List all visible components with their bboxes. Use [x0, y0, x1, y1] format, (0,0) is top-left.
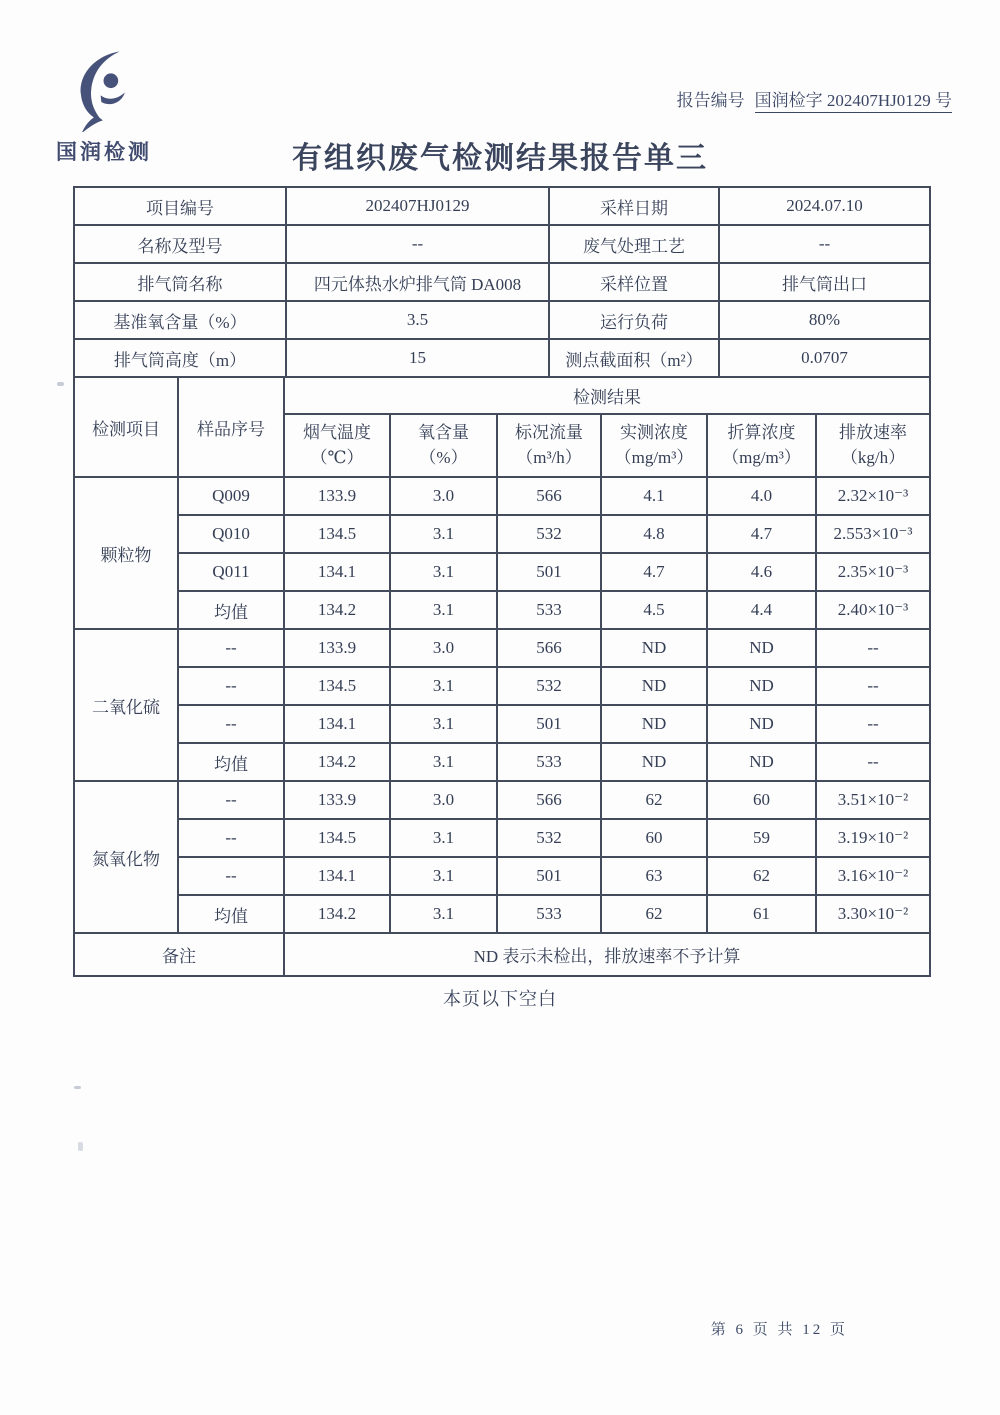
result-value-cell: 3.1: [390, 667, 497, 705]
table-row: [74, 187, 930, 225]
result-value-cell: 60: [707, 781, 816, 819]
result-value-cell: 134.2: [284, 895, 390, 933]
result-value-cell: 3.1: [390, 591, 497, 629]
result-value-cell: 4.8: [601, 515, 707, 553]
result-value-cell: 63: [601, 857, 707, 895]
table-row: [74, 301, 930, 339]
result-value-cell: ND: [601, 667, 707, 705]
info-label: 项目编号: [74, 187, 286, 225]
sample-id-cell: --: [178, 819, 284, 857]
result-value-cell: 134.5: [284, 667, 390, 705]
result-value-cell: 4.4: [707, 591, 816, 629]
info-label: 运行负荷: [549, 301, 719, 339]
info-value: 四元体热水炉排气筒 DA008: [286, 263, 549, 301]
result-value-cell: 3.1: [390, 743, 497, 781]
remark-text: ND 表示未检出，排放速率不予计算: [284, 933, 930, 976]
info-label: 废气处理工艺: [549, 225, 719, 263]
result-value-cell: 4.7: [601, 553, 707, 591]
sample-id-cell: 均值: [178, 743, 284, 781]
result-value-cell: ND: [707, 629, 816, 667]
result-row: [74, 819, 930, 857]
result-value-cell: 61: [707, 895, 816, 933]
result-row: [74, 553, 930, 591]
result-row: [74, 477, 930, 515]
info-value: --: [719, 225, 930, 263]
result-value-cell: 532: [497, 667, 601, 705]
result-value-cell: 3.19×10⁻²: [816, 819, 930, 857]
blank-below-note: 本页以下空白: [443, 989, 557, 1009]
info-label: 名称及型号: [74, 225, 286, 263]
result-row: [74, 705, 930, 743]
result-value-cell: 62: [707, 857, 816, 895]
result-value-cell: ND: [707, 705, 816, 743]
result-value-cell: 3.1: [390, 857, 497, 895]
result-value-cell: ND: [601, 705, 707, 743]
sample-id-cell: 均值: [178, 895, 284, 933]
parameter-name-cell: 二氧化硫: [74, 629, 178, 781]
info-value: 0.0707: [719, 339, 930, 377]
result-value-cell: 533: [497, 591, 601, 629]
result-row: [74, 515, 930, 553]
table-row: [74, 225, 930, 263]
result-value-cell: ND: [707, 667, 816, 705]
result-value-cell: 2.40×10⁻³: [816, 591, 930, 629]
result-value-cell: 133.9: [284, 629, 390, 667]
logo-text: 国润检测: [56, 141, 152, 164]
result-value-cell: 566: [497, 781, 601, 819]
info-label: 基准氧含量（%）: [74, 301, 286, 339]
result-value-cell: 2.32×10⁻³: [816, 477, 930, 515]
result-value-cell: 4.1: [601, 477, 707, 515]
result-value-cell: 134.1: [284, 705, 390, 743]
results-header-row: [74, 377, 930, 414]
result-value-cell: 3.51×10⁻²: [816, 781, 930, 819]
result-value-cell: 3.0: [390, 477, 497, 515]
result-value-cell: --: [816, 667, 930, 705]
result-value-cell: 133.9: [284, 477, 390, 515]
result-value-cell: 501: [497, 705, 601, 743]
sample-id-cell: --: [178, 857, 284, 895]
result-value-cell: 2.35×10⁻³: [816, 553, 930, 591]
scan-artifact: [74, 1086, 81, 1089]
report-tables: [73, 186, 929, 977]
result-value-cell: 59: [707, 819, 816, 857]
info-label: 排气筒高度（m）: [74, 339, 286, 377]
result-value-cell: 2.553×10⁻³: [816, 515, 930, 553]
result-value-cell: 4.7: [707, 515, 816, 553]
result-value-cell: 134.2: [284, 591, 390, 629]
page-number: 第 6 页 共 12 页: [710, 1322, 848, 1338]
info-value: --: [286, 225, 549, 263]
result-value-cell: ND: [601, 743, 707, 781]
result-value-cell: 62: [601, 895, 707, 933]
column-header: 烟气温度 （℃）: [284, 414, 390, 477]
table-row: [74, 263, 930, 301]
result-value-cell: 532: [497, 515, 601, 553]
column-header: 氧含量 （%）: [390, 414, 497, 477]
report-number-value: 国润检字 202407HJ0129 号: [755, 91, 952, 113]
result-row: [74, 781, 930, 819]
info-label: 排气筒名称: [74, 263, 286, 301]
result-value-cell: 134.5: [284, 819, 390, 857]
info-value: 15: [286, 339, 549, 377]
result-value-cell: 533: [497, 743, 601, 781]
parameter-name-cell: 氮氧化物: [74, 781, 178, 933]
result-value-cell: 134.1: [284, 553, 390, 591]
result-value-cell: 566: [497, 477, 601, 515]
result-value-cell: 134.2: [284, 743, 390, 781]
column-header-sample: 样品序号: [178, 377, 284, 477]
scan-artifact: [57, 382, 64, 386]
remark-row: [74, 933, 930, 976]
result-row: [74, 667, 930, 705]
results-table: [73, 376, 931, 977]
result-row: [74, 591, 930, 629]
scan-artifact: [78, 1142, 83, 1151]
result-value-cell: 4.0: [707, 477, 816, 515]
result-value-cell: 3.0: [390, 629, 497, 667]
sample-id-cell: --: [178, 667, 284, 705]
result-value-cell: 4.6: [707, 553, 816, 591]
result-value-cell: 501: [497, 857, 601, 895]
result-value-cell: 3.16×10⁻²: [816, 857, 930, 895]
project-info-table: [73, 186, 931, 378]
result-value-cell: --: [816, 705, 930, 743]
sample-id-cell: Q011: [178, 553, 284, 591]
result-value-cell: 4.5: [601, 591, 707, 629]
result-value-cell: 3.1: [390, 819, 497, 857]
info-value: 排气筒出口: [719, 263, 930, 301]
result-row: [74, 743, 930, 781]
info-value: 3.5: [286, 301, 549, 339]
result-value-cell: 133.9: [284, 781, 390, 819]
sample-id-cell: --: [178, 705, 284, 743]
result-row: [74, 895, 930, 933]
info-value: 80%: [719, 301, 930, 339]
result-value-cell: 3.0: [390, 781, 497, 819]
result-value-cell: ND: [601, 629, 707, 667]
result-value-cell: 3.1: [390, 515, 497, 553]
result-value-cell: 60: [601, 819, 707, 857]
column-header: 折算浓度 （mg/m³）: [707, 414, 816, 477]
parameter-name-cell: 颗粒物: [74, 477, 178, 629]
result-value-cell: 533: [497, 895, 601, 933]
column-header-item: 检测项目: [74, 377, 178, 477]
info-label: 测点截面积（m²）: [549, 339, 719, 377]
page-title: 有组织废气检测结果报告单三: [292, 142, 708, 175]
result-value-cell: 566: [497, 629, 601, 667]
column-header: 标况流量 （m³/h）: [497, 414, 601, 477]
info-label: 采样位置: [549, 263, 719, 301]
results-body: [74, 477, 930, 933]
result-value-cell: 532: [497, 819, 601, 857]
logo-mark-icon: [66, 50, 144, 132]
result-value-cell: 501: [497, 553, 601, 591]
result-value-cell: 62: [601, 781, 707, 819]
result-value-cell: 3.1: [390, 895, 497, 933]
sample-id-cell: --: [178, 781, 284, 819]
sample-id-cell: --: [178, 629, 284, 667]
remark-label: 备注: [74, 933, 284, 976]
result-value-cell: 134.1: [284, 857, 390, 895]
result-value-cell: 134.5: [284, 515, 390, 553]
result-value-cell: ND: [707, 743, 816, 781]
column-header: 实测浓度 （mg/m³）: [601, 414, 707, 477]
result-value-cell: 3.1: [390, 705, 497, 743]
result-row: [74, 629, 930, 667]
result-value-cell: 3.1: [390, 553, 497, 591]
info-value: 2024.07.10: [719, 187, 930, 225]
result-value-cell: --: [816, 743, 930, 781]
column-header: 排放速率 （kg/h）: [816, 414, 930, 477]
info-label: 采样日期: [549, 187, 719, 225]
result-value-cell: 3.30×10⁻²: [816, 895, 930, 933]
report-number-label: 报告编号: [676, 91, 745, 110]
report-number: [677, 86, 952, 111]
result-row: [74, 857, 930, 895]
sample-id-cell: Q009: [178, 477, 284, 515]
table-row: [74, 339, 930, 377]
info-value: 202407HJ0129: [286, 187, 549, 225]
results-group-header: 检测结果: [284, 377, 930, 414]
sample-id-cell: Q010: [178, 515, 284, 553]
result-value-cell: --: [816, 629, 930, 667]
sample-id-cell: 均值: [178, 591, 284, 629]
